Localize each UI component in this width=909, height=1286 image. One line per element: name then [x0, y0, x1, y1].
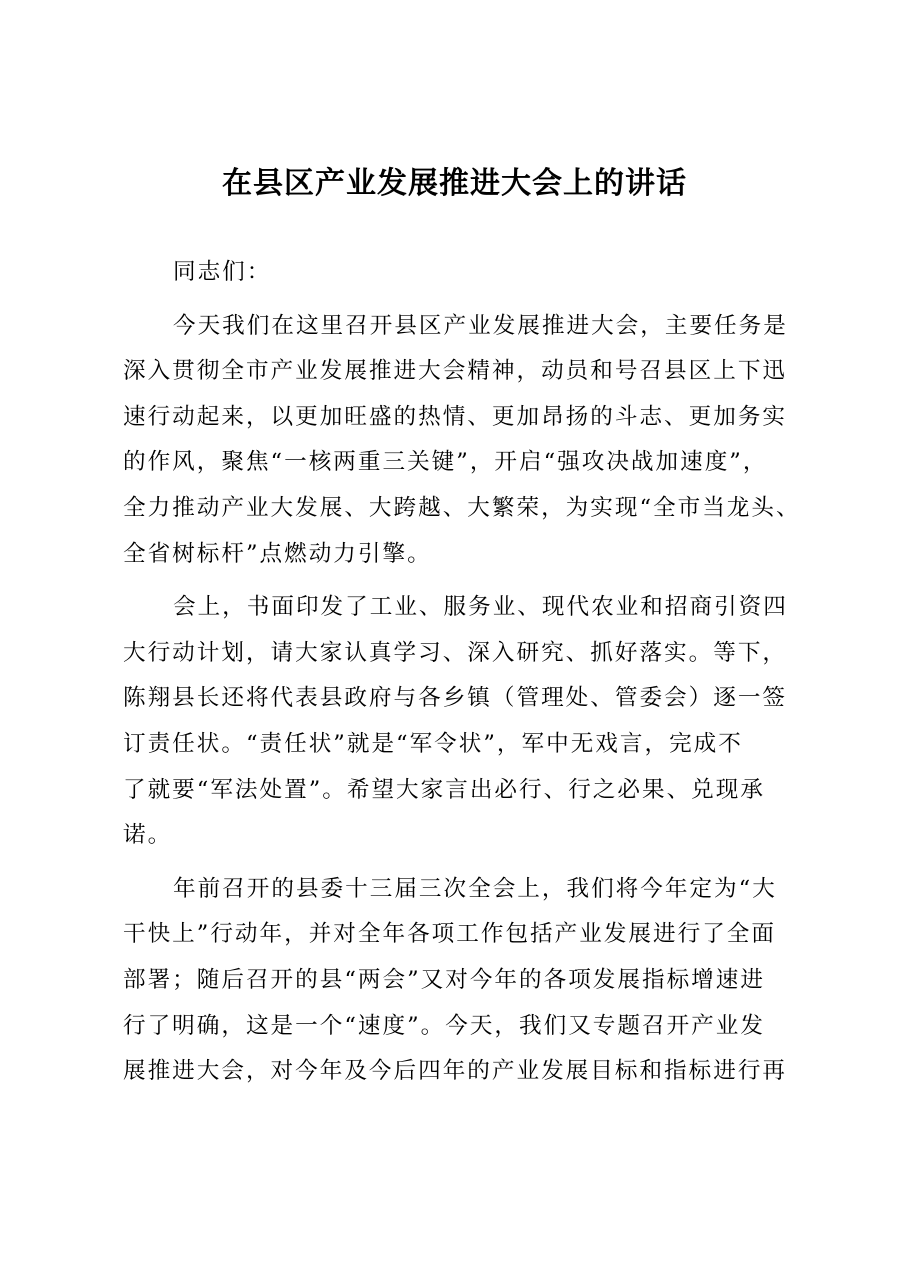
paragraph-line: 陈翔县长还将代表县政府与各乡镇（管理处、管委会）逐一签 — [123, 685, 788, 712]
paragraph-1 — [123, 304, 803, 578]
paragraph-line: 的作风，聚焦“一核两重三关键”，开启“强攻决战加速度”， — [123, 449, 768, 476]
paragraph-line: 了就要“军法处置”。希望大家言出必行、行之必果、兑现承 — [123, 776, 765, 803]
document-title: 在县区产业发展推进大会上的讲话 — [222, 166, 687, 201]
paragraph-line: 全省树标杆”点燃动力引擎。 — [123, 540, 432, 567]
paragraph-line: 大行动计划，请大家认真学习、深入研究、抓好落实。等下， — [123, 639, 788, 666]
paragraph-line: 订责任状。“责任状”就是“军令状”，军中无戏言，完成不 — [123, 730, 743, 757]
paragraph-3 — [123, 867, 803, 1095]
paragraph-line: 全力推动产业大发展、大跨越、大繁荣，为实现“全市当龙头、 — [123, 494, 801, 521]
paragraph-line: 诺。 — [123, 822, 173, 849]
salutation: 同志们： — [173, 259, 272, 285]
paragraph-line: 年前召开的县委十三届三次全会上，我们将今年定为“大 — [173, 875, 777, 902]
paragraph-line: 今天我们在这里召开县区产业发展推进大会，主要任务是 — [173, 312, 788, 339]
paragraph-line: 行了明确，这是一个“速度”。今天，我们又专题召开产业发 — [123, 1012, 765, 1039]
paragraph-line: 干快上”行动年，并对全年各项工作包括产业发展进行了全面 — [123, 921, 776, 948]
paragraph-line: 展推进大会，对今年及今后四年的产业发展目标和指标进行再 — [123, 1058, 788, 1085]
document-body — [123, 250, 803, 1103]
paragraph-2 — [123, 585, 803, 859]
paragraph-line: 速行动起来，以更加旺盛的热情、更加昂扬的斗志、更加务实 — [123, 403, 788, 430]
paragraph-line: 深入贯彻全市产业发展推进大会精神，动员和号召县区上下迅 — [123, 358, 788, 385]
paragraph-line: 部署；随后召开的县“两会”又对今年的各项发展指标增速进 — [123, 966, 765, 993]
paragraph-line: 会上，书面印发了工业、服务业、现代农业和招商引资四 — [173, 594, 788, 621]
